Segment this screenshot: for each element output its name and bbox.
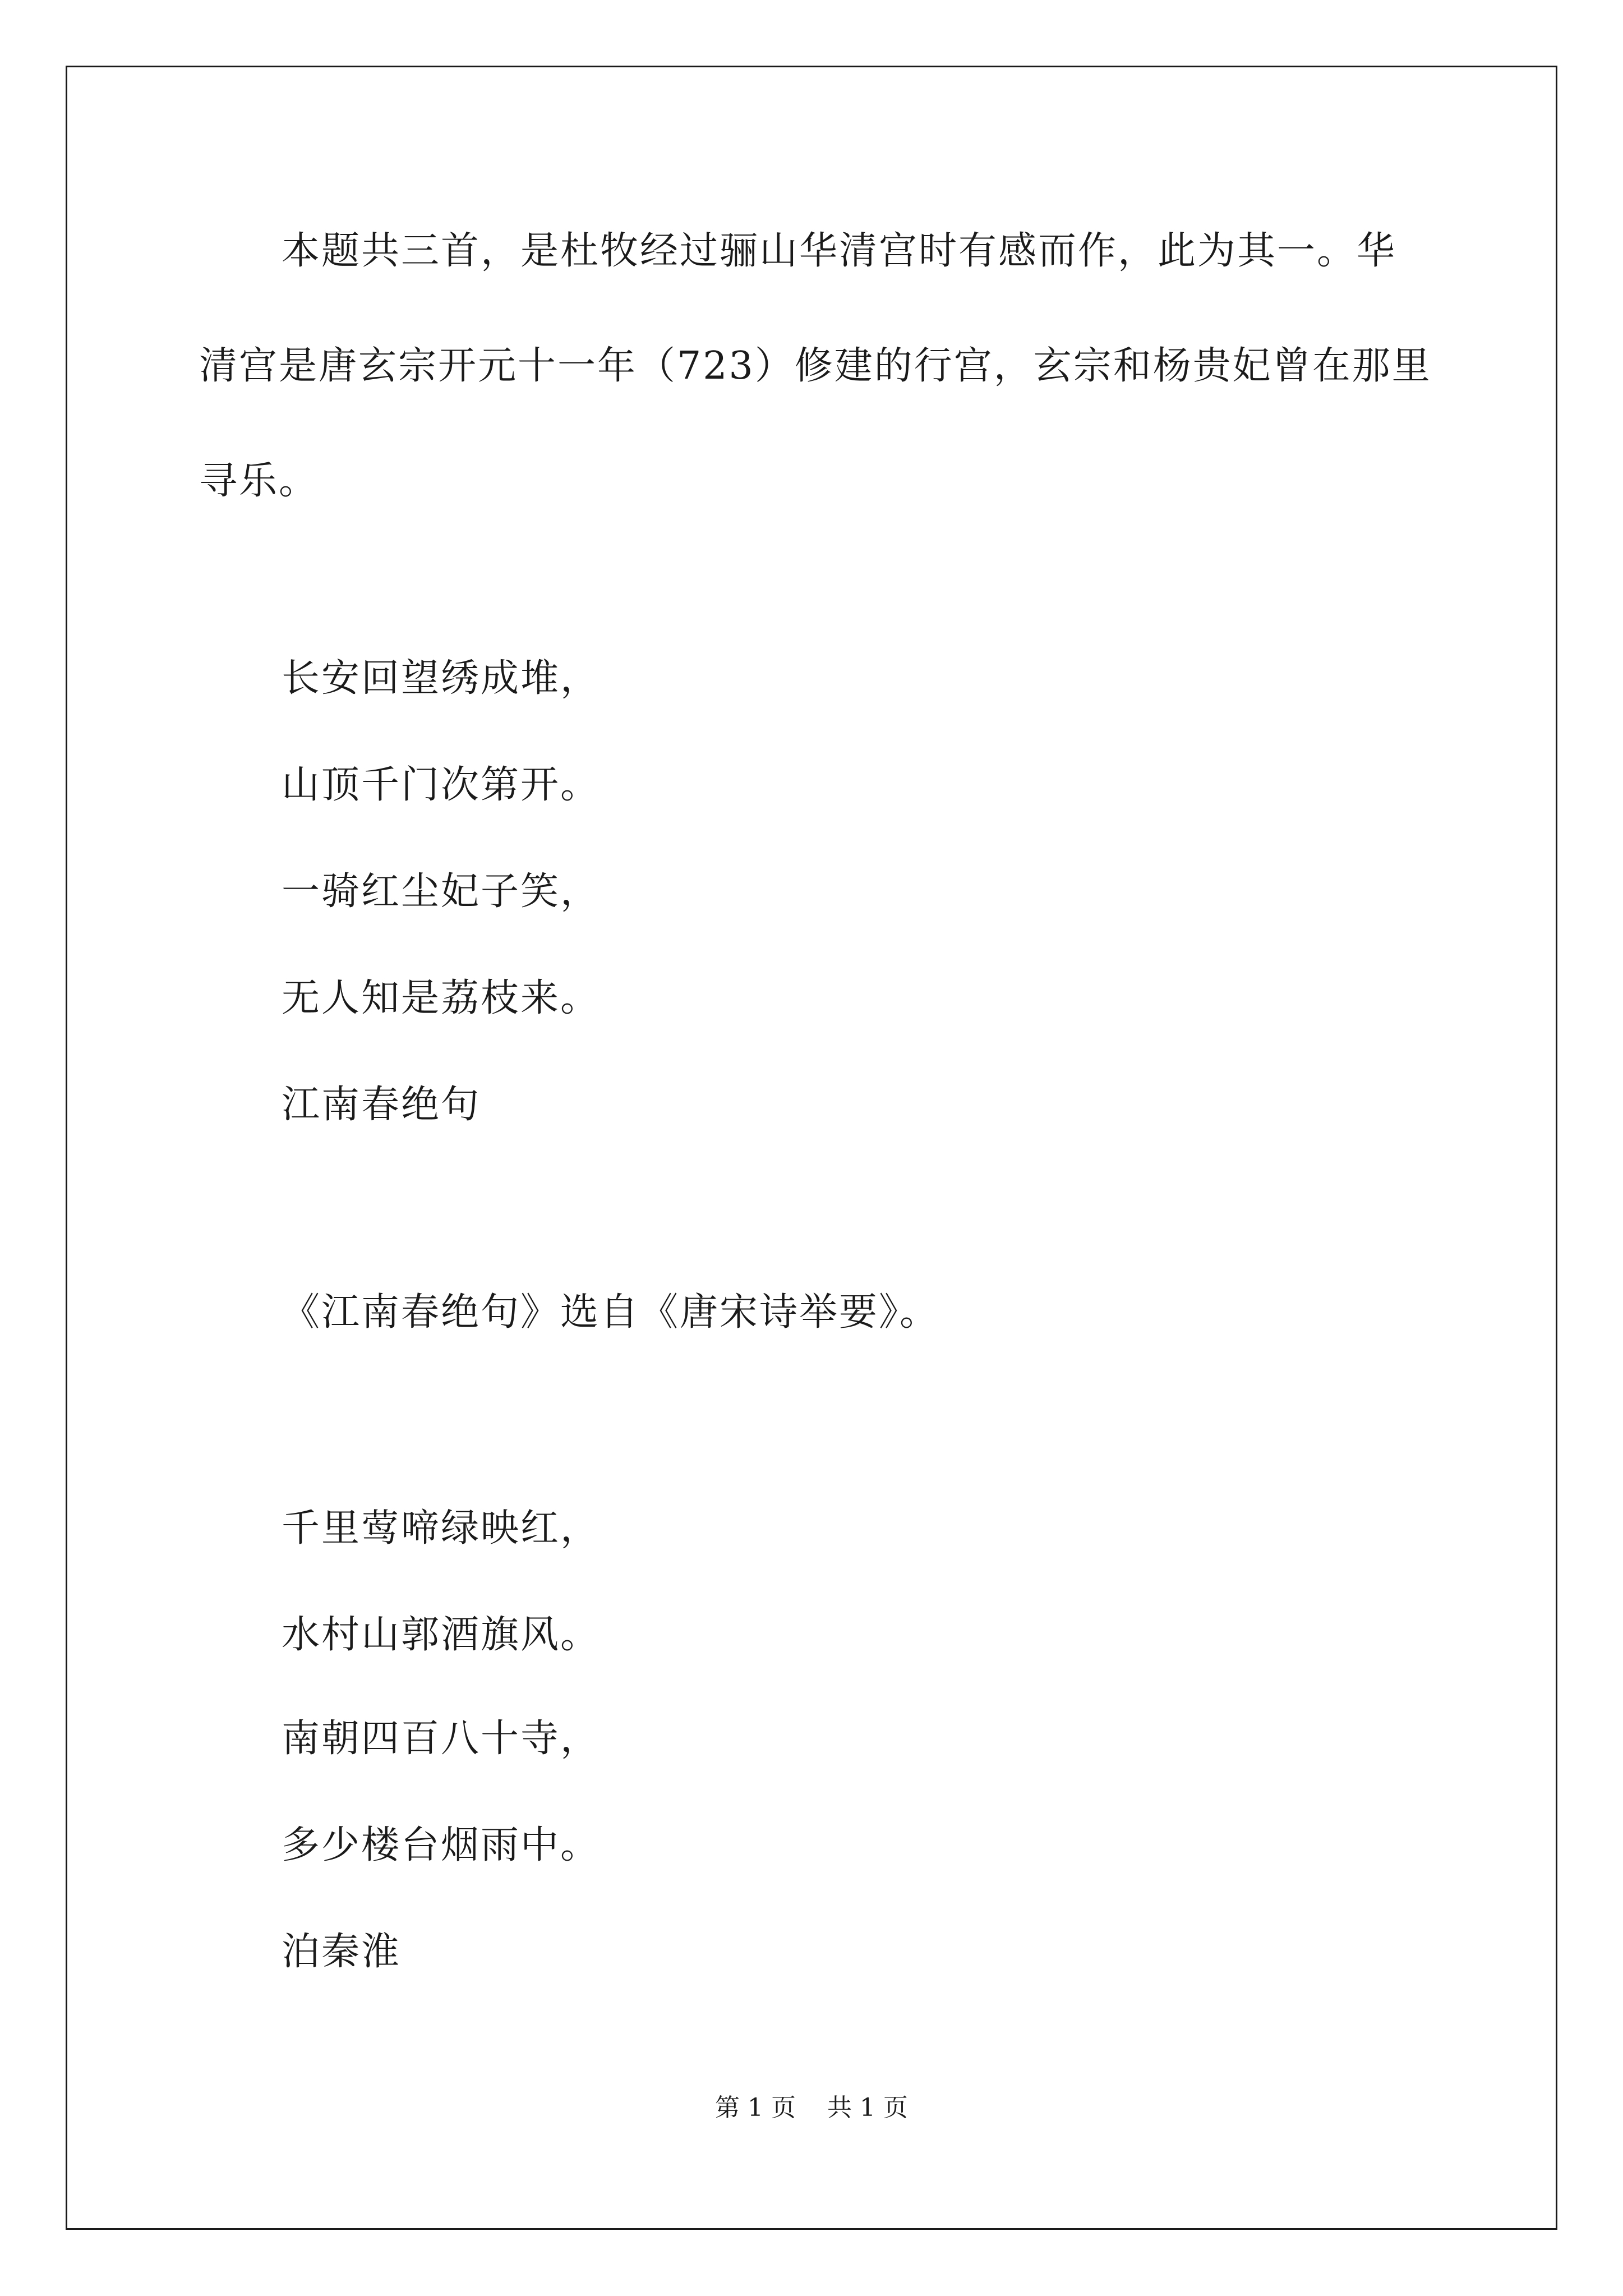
poem2-line-2: 水村山郭酒旗风。 bbox=[282, 1613, 601, 1657]
page-footer: 第 1 页 共 1 页 bbox=[715, 2093, 908, 2122]
intro-paragraph: 本题共三首，是杜牧经过骊山华清宫时有感而作，此为其一。华清宫是唐玄宗开元十一年（723）修建的行宫，玄宗和杨贵妃曾在那里寻乐。 bbox=[199, 229, 1432, 503]
poem3-title: 泊秦淮 bbox=[282, 1930, 402, 1974]
poem2-title: 江南春绝句 bbox=[282, 1083, 481, 1127]
poem2-line-1: 千里莺啼绿映红， bbox=[282, 1506, 601, 1550]
poem1-line-4: 无人知是荔枝来。 bbox=[282, 976, 601, 1020]
poem1-line-1: 长安回望绣成堆， bbox=[282, 656, 601, 701]
poem2-line-3: 南朝四百八十寺， bbox=[282, 1717, 601, 1761]
poem2-line-4: 多少楼台烟雨中。 bbox=[282, 1823, 601, 1867]
poem1-line-3: 一骑红尘妃子笑， bbox=[282, 869, 601, 914]
poem1-line-2: 山顶千门次第开。 bbox=[282, 763, 601, 807]
poem2-note: 《江南春绝句》选自《唐宋诗举要》。 bbox=[282, 1290, 940, 1335]
